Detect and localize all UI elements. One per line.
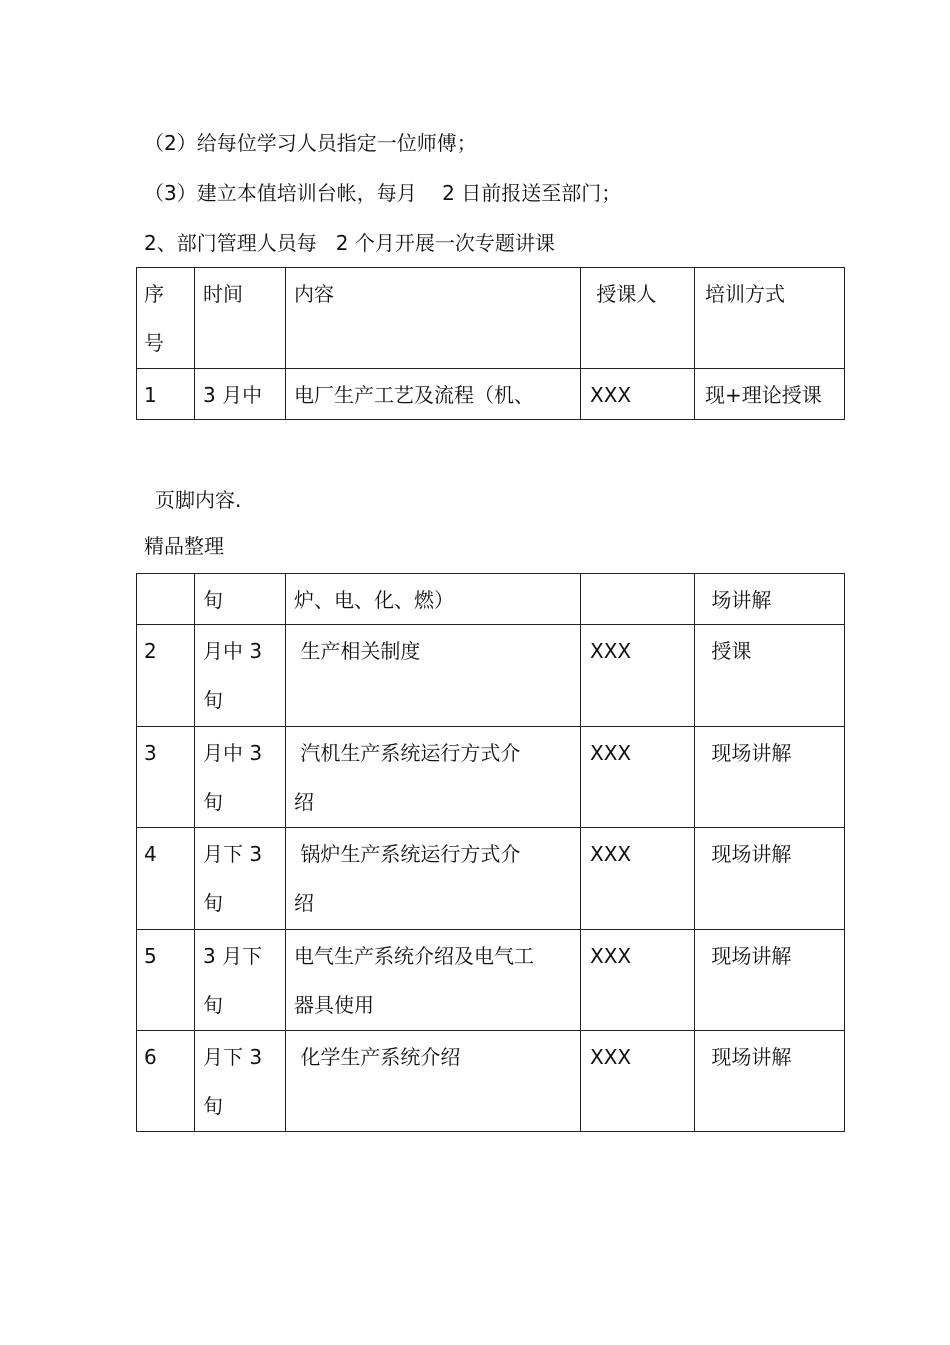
cell-lecturer: XXX <box>581 1031 695 1132</box>
cell-lecturer <box>581 574 695 625</box>
cell-index: 1 <box>137 369 195 420</box>
cell-content: 电厂生产工艺及流程（机、 <box>286 369 581 420</box>
cell-method: 现场讲解 <box>695 727 845 828</box>
cell-time: 月中 3 旬 <box>195 625 286 727</box>
paragraph-lecture-schedule: 2、部门管理人员每 2 个月开展一次专题讲课 <box>144 231 555 255</box>
cell-method: 现场讲解 <box>695 1031 845 1132</box>
cell-time: 3 月中 <box>195 369 286 420</box>
header-index: 序 号 <box>137 268 195 369</box>
table-row <box>137 930 845 1031</box>
cell-method: 现+理论授课 <box>695 369 845 420</box>
header-lecturer: 授课人 <box>581 268 695 369</box>
cell-lecturer: XXX <box>581 828 695 930</box>
cell-content: 化学生产系统介绍 <box>286 1031 581 1132</box>
header-time: 时间 <box>195 268 286 369</box>
cell-content: 生产相关制度 <box>286 625 581 727</box>
cell-method: 场讲解 <box>695 574 845 625</box>
header-method: 培训方式 <box>695 268 845 369</box>
cell-index: 2 <box>137 625 195 727</box>
table-row <box>137 828 845 930</box>
cell-time: 月中 3 旬 <box>195 727 286 828</box>
cell-index <box>137 574 195 625</box>
lecture-table-2 <box>136 573 845 1132</box>
table-header-row <box>137 268 845 369</box>
cell-lecturer: XXX <box>581 727 695 828</box>
cell-content: 汽机生产系统运行方式介 绍 <box>286 727 581 828</box>
lecture-table-1 <box>136 267 845 420</box>
cell-lecturer: XXX <box>581 625 695 727</box>
cell-time: 月下 3 旬 <box>195 1031 286 1132</box>
header-content: 内容 <box>286 268 581 369</box>
cell-index: 5 <box>137 930 195 1031</box>
table-row <box>137 369 845 420</box>
cell-method: 授课 <box>695 625 845 727</box>
cell-content: 电气生产系统介绍及电气工 器具使用 <box>286 930 581 1031</box>
cell-content: 锅炉生产系统运行方式介 绍 <box>286 828 581 930</box>
cell-time: 旬 <box>195 574 286 625</box>
cell-time: 3 月下 旬 <box>195 930 286 1031</box>
cell-method: 现场讲解 <box>695 930 845 1031</box>
table-row <box>137 727 845 828</box>
cell-index: 6 <box>137 1031 195 1132</box>
page-header-note: 精品整理 <box>144 534 224 558</box>
page-footer-text: 页脚内容. <box>155 488 242 512</box>
cell-lecturer: XXX <box>581 930 695 1031</box>
cell-index: 4 <box>137 828 195 930</box>
cell-time: 月下 3 旬 <box>195 828 286 930</box>
paragraph-assign-mentor: （2）给每位学习人员指定一位师傅； <box>144 131 477 155</box>
cell-index: 3 <box>137 727 195 828</box>
cell-method: 现场讲解 <box>695 828 845 930</box>
table-row <box>137 1031 845 1132</box>
cell-content: 炉、电、化、燃） <box>286 574 581 625</box>
cell-lecturer: XXX <box>581 369 695 420</box>
table-row <box>137 625 845 727</box>
paragraph-training-ledger: （3）建立本值培训台帐，每月 2 日前报送至部门； <box>144 181 622 205</box>
table-row <box>137 574 845 625</box>
